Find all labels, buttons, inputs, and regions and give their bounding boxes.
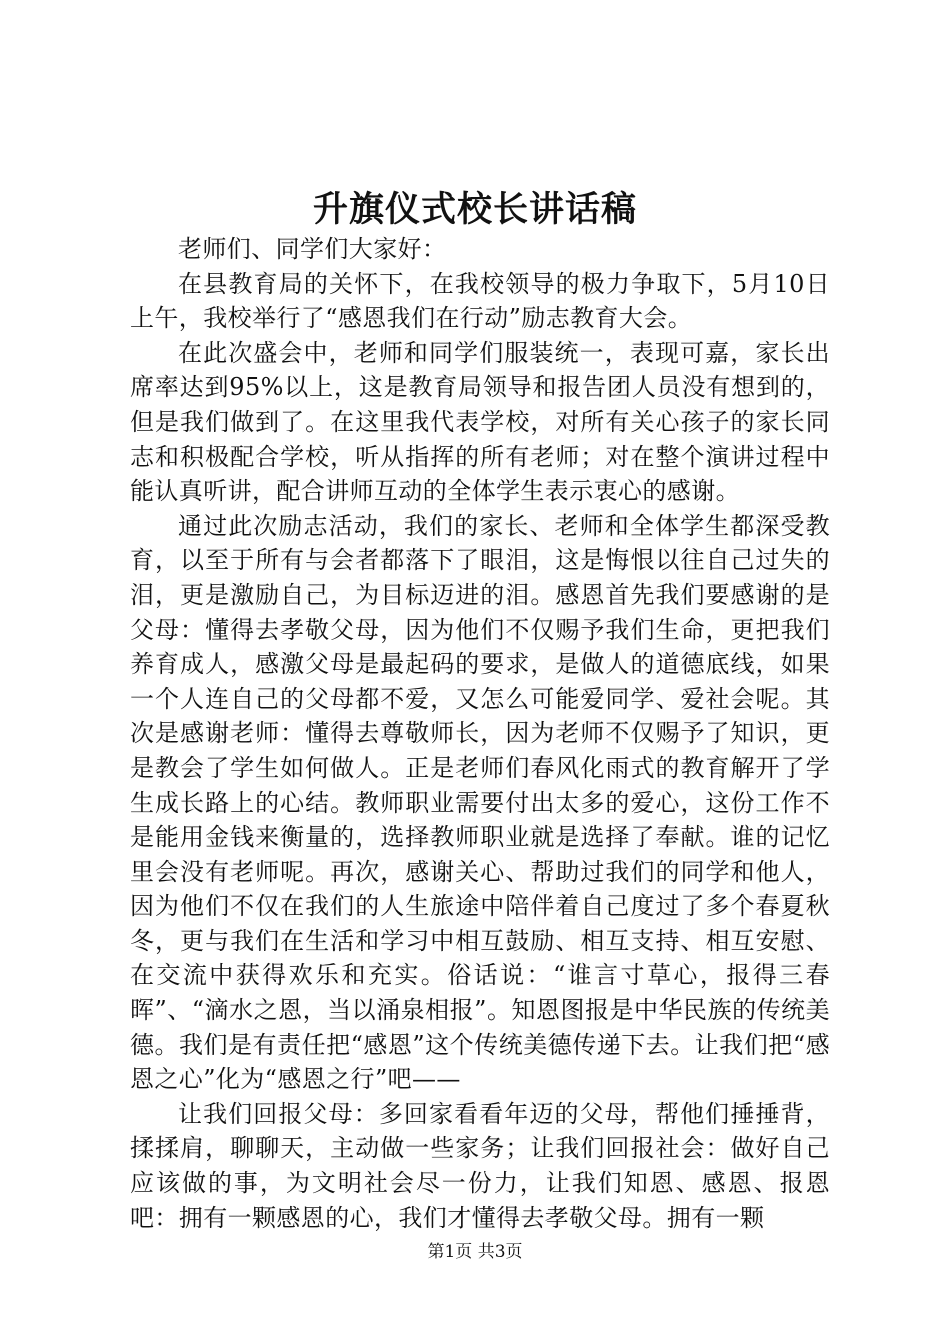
paragraph-greeting: 老师们、同学们大家好： (178, 235, 447, 263)
paragraph-repay: 让我们回报父母：多回家看看年迈的父母，帮他们捶捶背，揉揉肩，聊聊天，主动做一些家务；让我们回报社会：做好自己应该做的事，为文明社会尽一份力，让我们知恩、感恩、报恩吧：拥有一颗感恩的心，我们才懂得去孝敬父母。拥有一颗 (130, 1099, 830, 1232)
document-body (130, 232, 830, 1235)
document-title: 升旗仪式校长讲话稿 (312, 189, 637, 230)
paragraph-thanks: 在此次盛会中，老师和同学们服装统一，表现可嘉，家长出席率达到95%以上，这是教育局领导和报告团人员没有想到的，但是我们做到了。在这里我代表学校，对所有关心孩子的家长同志和积极配合学校，听从指挥的所有老师；对在整个演讲过程中能认真听讲，配合讲师互动的全体学生表示衷心的感谢。 (130, 338, 830, 506)
paragraph-gratitude: 通过此次励志活动，我们的家长、老师和全体学生都深受教育，以至于所有与会者都落下了眼泪，这是悔恨以往自己过失的泪，更是激励自己，为目标迈进的泪。感恩首先我们要感谢的是父母：懂得去孝敬父母，因为他们不仅赐予我们生命，更把我们养育成人，感激父母是最起码的要求，是做人的道德底线，如果一个人连自己的父母都不爱，又怎么可能爱同学、爱社会呢。其次是感谢老师：懂得去尊敬师长，因为老师不仅赐予了知识，更是教会了学生如何做人。正是老师们春风化雨式的教育解开了学生成长路上的心结。教师职业需要付出太多的爱心，这份工作不是能用金钱来衡量的，选择教师职业就是选择了奉献。谁的记忆里会没有老师呢。再次，感谢关心、帮助过我们的同学和他人，因为他们不仅在我们的人生旅途中陪伴着自己度过了多个春夏秋冬，更与我们在生活和学习中相互鼓励、相互支持、相互安慰、在交流中获得欢乐和充实。俗话说：“谁言寸草心，报得三春晖”、“滴水之恩，当以涌泉相报”。知恩图报是中华民族的传统美德。我们是有责任把“感恩”这个传统美德传递下去。让我们把“感恩之心”化为“感恩之行”吧—— (130, 511, 830, 1094)
page-number-footer: 第1页 共3页 (427, 1242, 523, 1262)
paragraph-event-intro: 在县教育局的关怀下，在我校领导的极力争取下，5月10日上午，我校举行了“感恩我们在行动”励志教育大会。 (130, 269, 830, 333)
